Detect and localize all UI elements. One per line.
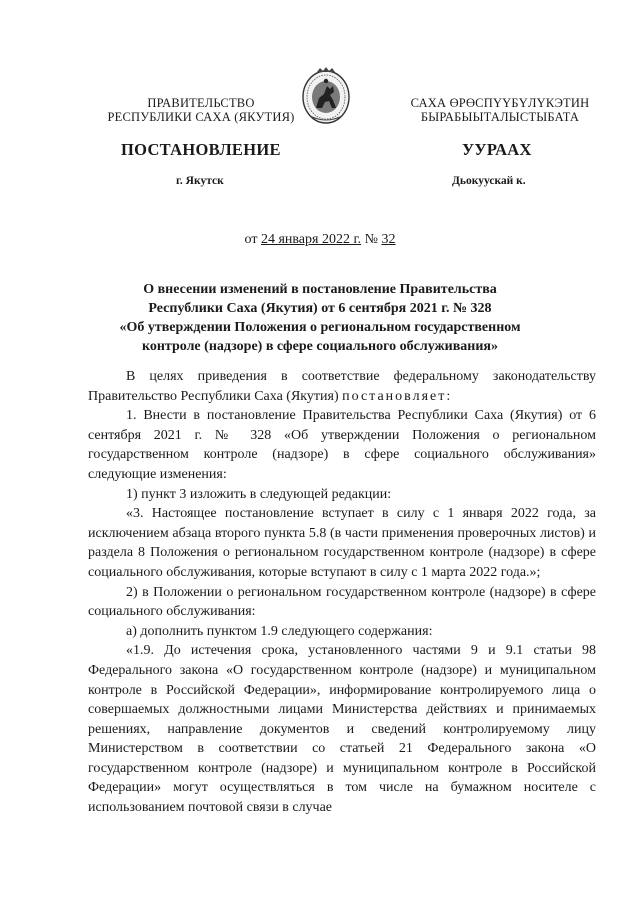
paragraph-preamble [88, 367, 596, 406]
document-type-russian: ПОСТАНОВЛЕНИЕ [121, 140, 281, 159]
document-date: 24 января 2022 г. [260, 232, 362, 247]
paragraph-new-point-3: «3. Настоящее постановление вступает в силу с 1 января 2022 года, за исключением абзаца второго пункта 5.8 (в части применения проверочных листов) и раздела 8 Положения о региональном государственном контроле (надзоре) в сфере социального обслуживания, которые вступают в силу с 1 марта 2022 года.»; [88, 506, 596, 580]
paragraph-subitem-1: 1) пункт 3 изложить в следующей редакции: [126, 486, 392, 502]
issuer-name-russian [96, 96, 306, 124]
heading-line-2: Республики Саха (Якутия) от 6 сентября 2021 г. № 328 [148, 301, 492, 316]
preamble-text: В целях приведения в соответствие федеральному законодательству Правительство Республики Саха (Якутия) [88, 369, 596, 404]
republic-coat-of-arms-icon [300, 64, 352, 128]
heading-line-3: «Об утверждении Положения о региональном государственном [119, 320, 521, 335]
paragraph-new-point-1-9: «1.9. До истечения срока, установленного частями 9 и 9.1 статьи 98 Федерального закона «О государственном контроле (надзоре) и муниципальном контроле в Российской Федерации», информирование контролируемого лица о совершаемых должностными лицами Министерства действиях и принимаемых решениях, направление документов и сведений контролируемому лицу Министерством в соответствии со статьей 21 Федерального закона «О государственном контроле (надзоре) и муниципальном контроле в Российской Федерации» могут осуществляться в том числе на бумажном носителе с использованием почтовой связи в случае [88, 643, 596, 816]
date-and-number [0, 232, 640, 248]
document-type-yakut: УУРААХ [462, 140, 532, 159]
document-body [88, 367, 596, 818]
preamble-resolves: постановляет: [342, 388, 453, 404]
city-yakut: Дьокуускай к. [452, 175, 526, 187]
issuer-line-1: ПРАВИТЕЛЬСТВО [147, 96, 255, 110]
number-sign: № [364, 232, 378, 247]
paragraph-subitem-a: а) дополнить пунктом 1.9 следующего содержания: [126, 623, 433, 639]
heading-line-4: контроле (надзоре) в сфере социального обслуживания» [141, 339, 498, 354]
document-number: 32 [381, 232, 396, 247]
city-russian: г. Якутск [176, 175, 224, 187]
issuer-yakut-line-2: БЫРАБЫЫТАЛЫСТЫБАТА [420, 110, 580, 124]
issuer-yakut-line-1: САХА ӨРӨСПҮҮБҮЛҮКЭТИН [410, 96, 590, 110]
issuer-line-2: РЕСПУБЛИКИ САХА (ЯКУТИЯ) [107, 110, 295, 124]
date-prefix: от [244, 232, 258, 247]
paragraph-item-1: 1. Внести в постановление Правительства Республики Саха (Якутия) от 6 сентября 2021 г. № 328 «Об утверждении Положения о региональном государственном контроле (надзоре) в сфере социального обслуживания» следующие изменения: [88, 408, 596, 482]
issuer-name-yakut [395, 96, 605, 124]
heading-line-1: О внесении изменений в постановление Правительства [143, 282, 497, 297]
document-heading [100, 280, 540, 356]
paragraph-subitem-2: 2) в Положении о региональном государственном контроле (надзоре) в сфере социального обслуживания: [88, 584, 596, 620]
